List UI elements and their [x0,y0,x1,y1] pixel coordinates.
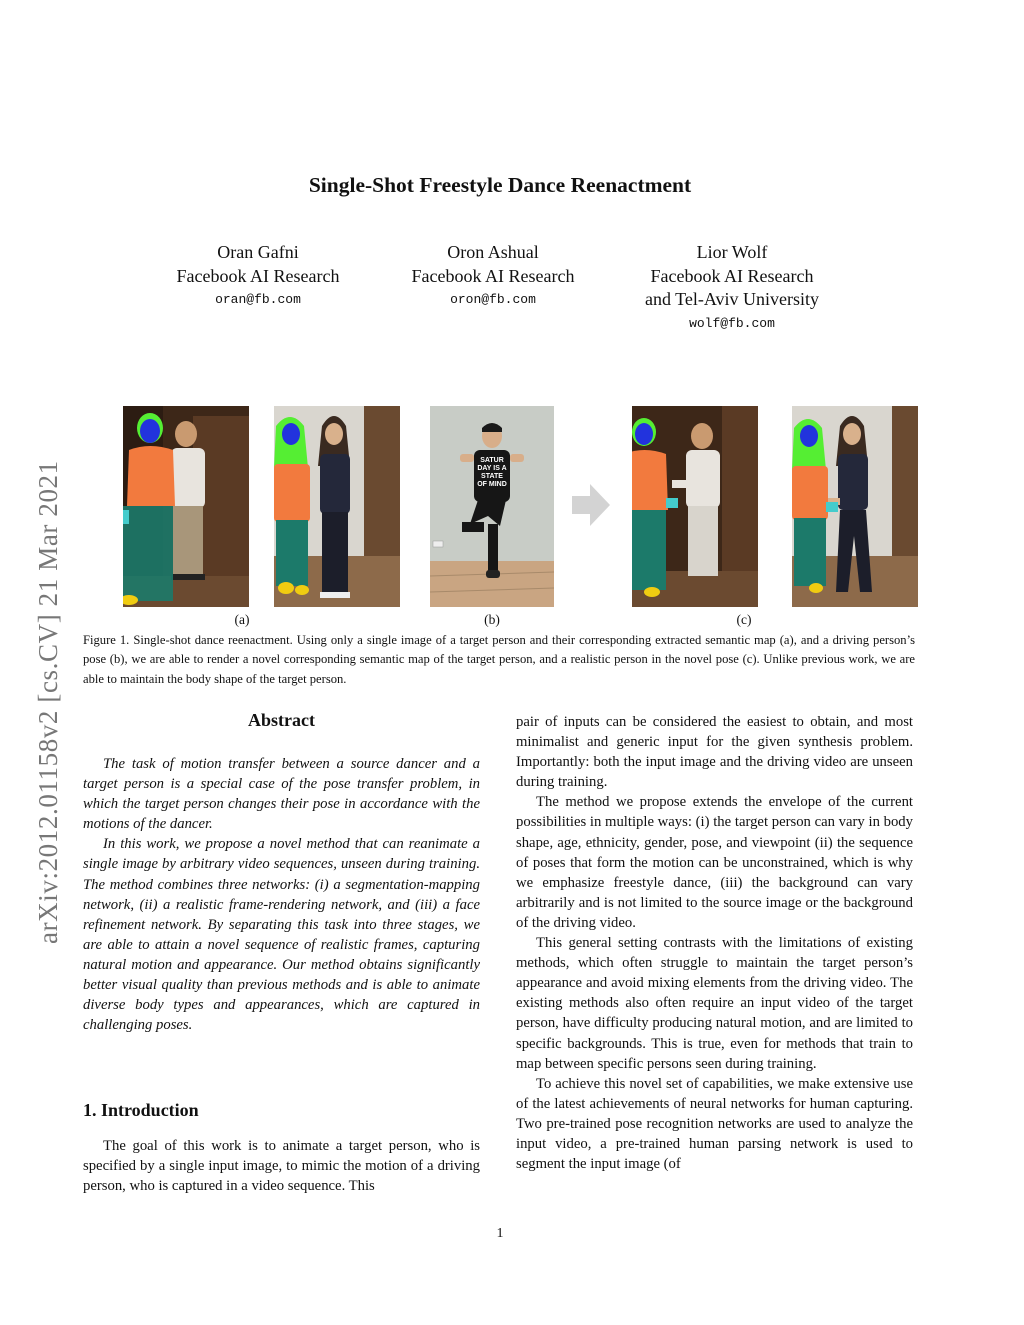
introduction-body [83,1136,480,1196]
panel-label-b: (b) [484,612,500,627]
author-affiliation: Facebook AI Research [411,265,575,286]
author-affiliation: Facebook AI Research [650,265,814,286]
introduction-heading: 1. Introduction [83,1100,199,1120]
author-block [148,241,368,312]
author-email: oran@fb.com [215,292,301,307]
author-block [383,241,603,312]
author-name: Oran Gafni [217,242,299,262]
author-name: Oron Ashual [447,242,539,262]
body-paragraph: The method we propose extends the envelope of the current possibilities in multiple ways: (i) the target person can vary in body shape, age, ethnicity, gender, pose, and viewpoint (ii) the sequence of poses that form the motion can be unconstrained, which is why we emphasize freestyle dance, (iii) the background can vary arbitrarily and is not limited to the source image or the background of the driving video. [516,794,913,931]
author-email: oron@fb.com [450,292,536,307]
paper-title: Single-Shot Freestyle Dance Reenactment [308,173,692,197]
arxiv-stamp: arXiv:2012.01158v2 [cs.CV] 21 Mar 2021 [33,460,63,944]
author-block [612,241,852,336]
body-paragraph: To achieve this novel set of capabilities, we make extensive use of the latest achievements of neural networks for human capturing. Two pre-trained pose recognition networks are used to analyze the input video, a pre-trained human parsing network is used to segment the input image (of [516,1075,913,1173]
author-name: Lior Wolf [696,242,768,262]
abstract-heading: Abstract [248,710,315,730]
author-affiliation-secondary: and Tel-Aviv University [644,289,820,309]
panel-label-c: (c) [736,612,752,627]
right-column-body [516,712,913,1174]
abstract-paragraph: In this work, we propose a novel method that can reanimate a single image by arbitrary video sequences, unseen during training. The method combines three networks: (i) a segmentation-mapping network, (ii) a realistic frame-rendering network, and (iii) a face refinement network. By separating this task into three stages, we are able to attain a novel sequence of realistic frames, capturing natural motion and appearance. Our method obtains significantly better visual quality than previous methods and is able to animate diverse body types and appearances, which are captured in challenging poses. [83,836,480,1034]
figure-photo-b-driving-pose [430,406,554,607]
figure-caption: Figure 1. Single-shot dance reenactment. Using only a single image of a target person and their corresponding extracted semantic map (a), and a driving person’s pose (b), we are able to render a novel corresponding semantic map of the target person, and a realistic person in the novel pose (c). Unlike previous work, we are able to maintain the body shape of the target person. [83,633,915,686]
figure-photo-a2-segmentation [274,406,400,607]
body-paragraph: This general setting contrasts with the limitations of existing methods, which often struggle to maintain the target person’s appearance and avoid mixing elements from the driving video. The existing methods also often require an input video of the target person, have difficulty producing natural motion, and are limited to specific backgrounds. This is true, even for methods that train to map between specific persons seen during training. [516,935,913,1072]
figure-photo-a1-segmentation [123,406,249,607]
abstract-paragraph: The task of motion transfer between a source dancer and a target person is a special case of the pose transfer problem, in which the target person changes their pose in accordance with the motions of the dancer. [83,756,480,833]
introduction-paragraph: The goal of this work is to animate a target person, who is specified by a single input image, to mimic the motion of a driving person, who is captured in a video sequence. This [83,1138,480,1195]
author-affiliation: Facebook AI Research [176,265,340,286]
abstract-body [83,754,480,1035]
page-number: 1 [496,1226,504,1241]
author-email: wolf@fb.com [689,315,775,331]
shirt-text: SATUR DAY IS A STATE OF MIND [477,457,507,488]
body-paragraph: pair of inputs can be considered the easiest to obtain, and most minimalist and generic input for the given synthesis problem. Importantly: both the input image and the driving video are unseen during training. [516,714,913,791]
figure-photo-c2-result [792,406,918,607]
panel-label-a: (a) [234,612,250,627]
arrow-icon [572,484,610,526]
figure-photo-c1-result [632,406,758,607]
